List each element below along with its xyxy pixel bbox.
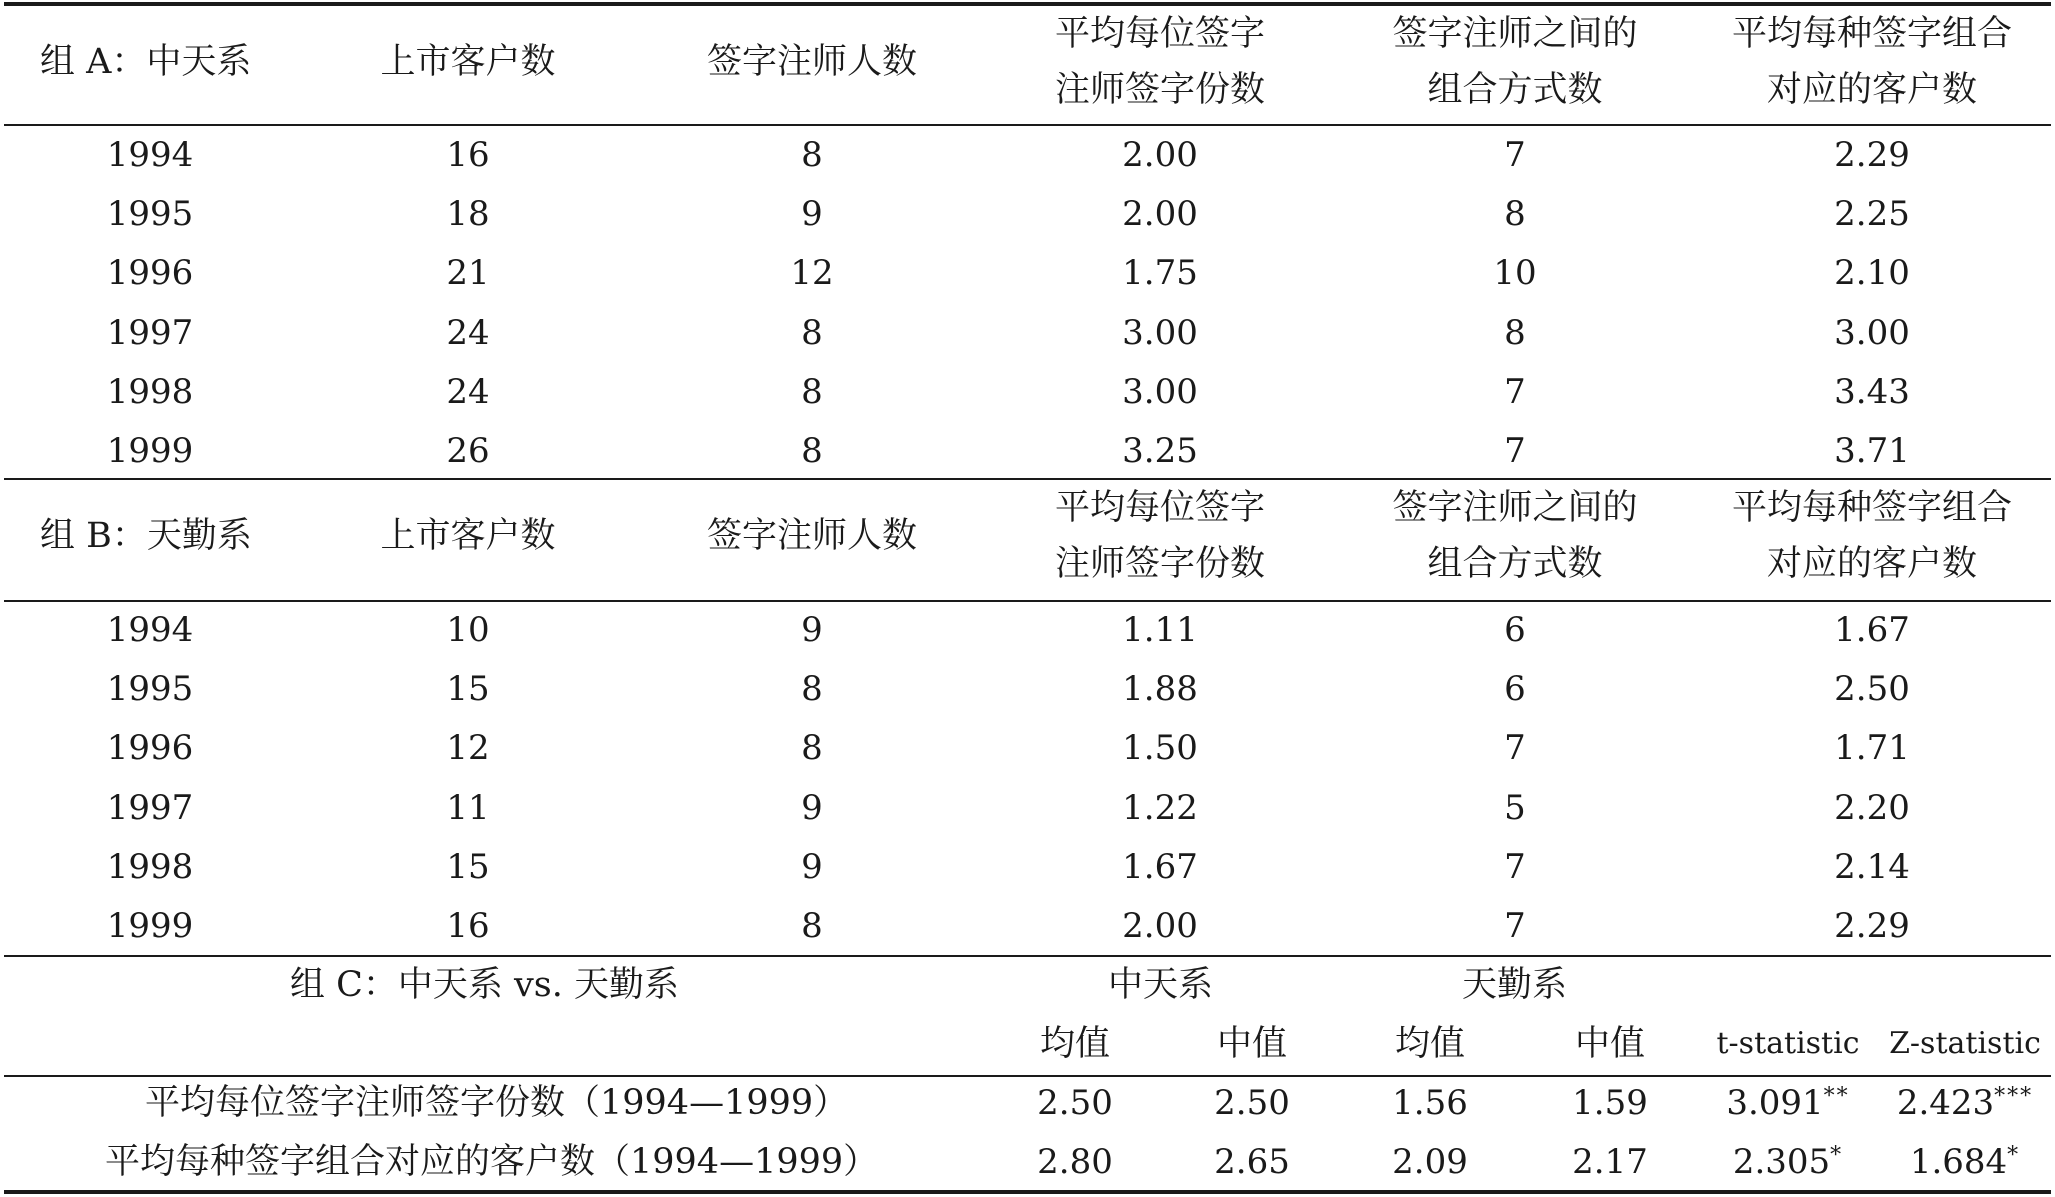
groupA-cell-clients: 18 <box>446 194 490 235</box>
groupA-cell-year: 1999 <box>106 431 194 471</box>
groupA-cell-cpas: 8 <box>801 135 823 175</box>
groupA-cell-clients: 26 <box>446 431 490 471</box>
groupA-cell-cpas: 8 <box>801 371 823 412</box>
groupC-cell-tq_mean: 2.09 <box>1392 1142 1468 1182</box>
groupB-cell-cpas: 9 <box>801 610 823 650</box>
groupC-zhongtian: 中天系 <box>1108 965 1214 1005</box>
groupA-cell-avg_clients: 3.71 <box>1834 431 1910 471</box>
groupC-cell-zt_median: 2.50 <box>1214 1083 1290 1123</box>
zt-mean-header: 均值 <box>1039 1024 1110 1064</box>
tq-median-header: 中值 <box>1574 1024 1645 1064</box>
column-header-line: 组合方式数 <box>1427 70 1603 110</box>
groupB-cell-cpas: 8 <box>801 669 823 710</box>
groupA-cell-combos: 7 <box>1504 135 1526 175</box>
groupA-cell-combos: 8 <box>1504 194 1526 235</box>
column-header-line: 签字注师之间的 <box>1392 488 1638 528</box>
groupB-cell-avg_clients: 1.71 <box>1834 728 1910 769</box>
column-header-line: 上市客户数 <box>380 516 556 556</box>
significance-marker: ** <box>1823 1084 1850 1109</box>
groupA-cell-year: 1996 <box>106 253 194 294</box>
groupB-cell-clients: 11 <box>446 787 490 828</box>
groupA-cell-avg_clients: 2.29 <box>1834 135 1910 175</box>
groupB-cell-avg_sign: 1.11 <box>1122 610 1198 650</box>
groupC-cell-tq_median: 2.17 <box>1572 1142 1648 1182</box>
groupA-cell-avg_sign: 3.00 <box>1122 371 1198 412</box>
zt-median-header: 中值 <box>1216 1024 1287 1064</box>
groupA-cell-combos: 7 <box>1504 371 1526 412</box>
column-header <box>652 34 972 90</box>
groupC-cell-tq_mean: 1.56 <box>1392 1083 1468 1123</box>
bottom-rule <box>4 1190 2051 1194</box>
groupB-label: 组 B：天勤系 <box>40 516 252 556</box>
t-stat-header: t-statistic <box>1716 1026 1860 1061</box>
groupB-cell-cpas: 9 <box>801 787 823 828</box>
groupB-cell-year: 1997 <box>106 787 194 828</box>
groupB-cell-avg_sign: 2.00 <box>1122 906 1198 946</box>
column-header-line: 平均每种签字组合 <box>1731 488 2012 528</box>
significance-marker: *** <box>1994 1084 2034 1109</box>
groupC-tianqin: 天勤系 <box>1462 965 1568 1005</box>
z-stat-header: Z-statistic <box>1889 1026 2041 1061</box>
groupC-cell-t: 2.305* <box>1732 1142 1844 1182</box>
column-header <box>652 508 972 564</box>
groupB-cell-cpas: 9 <box>801 846 823 887</box>
groupB-cell-combos: 7 <box>1504 846 1526 887</box>
column-header <box>1682 6 2055 118</box>
column-header-line: 对应的客户数 <box>1766 544 1977 584</box>
groupB-cell-avg_sign: 1.50 <box>1122 728 1198 769</box>
groupB-cell-cpas: 8 <box>801 906 823 946</box>
groupB-cell-clients: 10 <box>446 610 490 650</box>
groupB-cell-avg_clients: 2.29 <box>1834 906 1910 946</box>
column-header <box>1345 6 1685 118</box>
groupA-cell-year: 1995 <box>106 194 194 235</box>
groupB-cell-year: 1998 <box>106 846 194 887</box>
column-header-line: 签字注师之间的 <box>1392 14 1638 54</box>
column-header-line: 注师签字份数 <box>1054 70 1265 110</box>
groupB-cell-combos: 5 <box>1504 787 1526 828</box>
groupC-cell-tq_median: 1.59 <box>1572 1083 1648 1123</box>
significance-marker: * <box>2007 1143 2021 1168</box>
groupA-cell-avg_sign: 1.75 <box>1122 253 1198 294</box>
groupC-cell-z: 2.423*** <box>1896 1083 2034 1123</box>
groupB-cell-avg_sign: 1.88 <box>1122 669 1198 710</box>
groupC-row-label: 平均每种签字组合对应的客户数（1994—1999） <box>105 1142 879 1182</box>
groupC-cell-zt_mean: 2.50 <box>1037 1083 1113 1123</box>
groupC-cell-zt_median: 2.65 <box>1214 1142 1290 1182</box>
groupC-row-label: 平均每位签字注师签字份数（1994—1999） <box>145 1083 849 1123</box>
groupA-cell-avg_sign: 3.25 <box>1122 431 1198 471</box>
groupA-cell-combos: 10 <box>1493 253 1537 294</box>
groupB-cell-avg_clients: 2.50 <box>1834 669 1910 710</box>
column-header <box>1345 480 1685 592</box>
groupA-cell-cpas: 12 <box>790 253 834 294</box>
groupA-cell-avg_clients: 3.00 <box>1834 312 1910 353</box>
column-header-line: 组合方式数 <box>1427 544 1603 584</box>
column-header <box>1000 480 1320 592</box>
column-header-line: 上市客户数 <box>380 42 556 82</box>
groupA-header-rule <box>4 124 2051 126</box>
groupA-cell-avg_clients: 2.10 <box>1834 253 1910 294</box>
column-header <box>1682 480 2055 592</box>
groupB-cell-clients: 12 <box>446 728 490 769</box>
column-header-line: 平均每位签字 <box>1054 14 1265 54</box>
groupB-cell-avg_clients: 2.14 <box>1834 846 1910 887</box>
groupB-cell-clients: 16 <box>446 906 490 946</box>
groupB-cell-year: 1999 <box>106 906 194 946</box>
column-header <box>1000 6 1320 118</box>
groupB-cell-clients: 15 <box>446 846 490 887</box>
groupB-cell-avg_clients: 2.20 <box>1834 787 1910 828</box>
column-header-line: 平均每种签字组合 <box>1731 14 2012 54</box>
column-header-line: 注师签字份数 <box>1054 544 1265 584</box>
groupA-cell-clients: 16 <box>446 135 490 175</box>
significance-marker: * <box>1830 1143 1844 1168</box>
groupB-cell-combos: 6 <box>1504 610 1526 650</box>
groupA-cell-avg_sign: 2.00 <box>1122 135 1198 175</box>
groupA-cell-year: 1997 <box>106 312 194 353</box>
groupB-cell-cpas: 8 <box>801 728 823 769</box>
column-header-line: 对应的客户数 <box>1766 70 1977 110</box>
groupC-label: 组 C：中天系 vs. 天勤系 <box>290 965 680 1005</box>
column-header <box>318 34 618 90</box>
groupA-cell-avg_clients: 2.25 <box>1834 194 1910 235</box>
groupB-cell-year: 1994 <box>106 610 194 650</box>
column-header <box>318 508 618 564</box>
column-header-line: 签字注师人数 <box>706 516 917 556</box>
column-header-line: 平均每位签字 <box>1054 488 1265 528</box>
groupC-cell-t: 3.091** <box>1726 1083 1850 1123</box>
groupC-cell-z: 1.684* <box>1909 1142 2021 1182</box>
groupA-cell-year: 1998 <box>106 371 194 412</box>
groupA-cell-combos: 8 <box>1504 312 1526 353</box>
groupB-cell-combos: 7 <box>1504 906 1526 946</box>
column-header-line: 签字注师人数 <box>706 42 917 82</box>
groupA-cell-combos: 7 <box>1504 431 1526 471</box>
groupB-bottom-rule <box>4 955 2051 957</box>
groupB-cell-avg_clients: 1.67 <box>1834 610 1910 650</box>
groupB-cell-avg_sign: 1.67 <box>1122 846 1198 887</box>
groupB-cell-clients: 15 <box>446 669 490 710</box>
groupA-cell-avg_clients: 3.43 <box>1834 371 1910 412</box>
groupB-cell-combos: 7 <box>1504 728 1526 769</box>
groupA-cell-clients: 24 <box>446 312 490 353</box>
groupA-cell-clients: 21 <box>446 253 490 294</box>
groupA-cell-year: 1994 <box>106 135 194 175</box>
groupA-cell-avg_sign: 2.00 <box>1122 194 1198 235</box>
groupC-header-rule <box>4 1075 2051 1077</box>
groupA-cell-avg_sign: 3.00 <box>1122 312 1198 353</box>
groupB-header-rule <box>4 600 2051 602</box>
groupA-cell-cpas: 9 <box>801 194 823 235</box>
groupA-cell-cpas: 8 <box>801 312 823 353</box>
groupB-cell-year: 1995 <box>106 669 194 710</box>
groupB-cell-combos: 6 <box>1504 669 1526 710</box>
groupA-cell-clients: 24 <box>446 371 490 412</box>
groupB-cell-year: 1996 <box>106 728 194 769</box>
groupB-cell-avg_sign: 1.22 <box>1122 787 1198 828</box>
groupC-cell-zt_mean: 2.80 <box>1037 1142 1113 1182</box>
tq-mean-header: 均值 <box>1394 1024 1465 1064</box>
groupA-cell-cpas: 8 <box>801 431 823 471</box>
groupA-label: 组 A：中天系 <box>40 42 252 82</box>
